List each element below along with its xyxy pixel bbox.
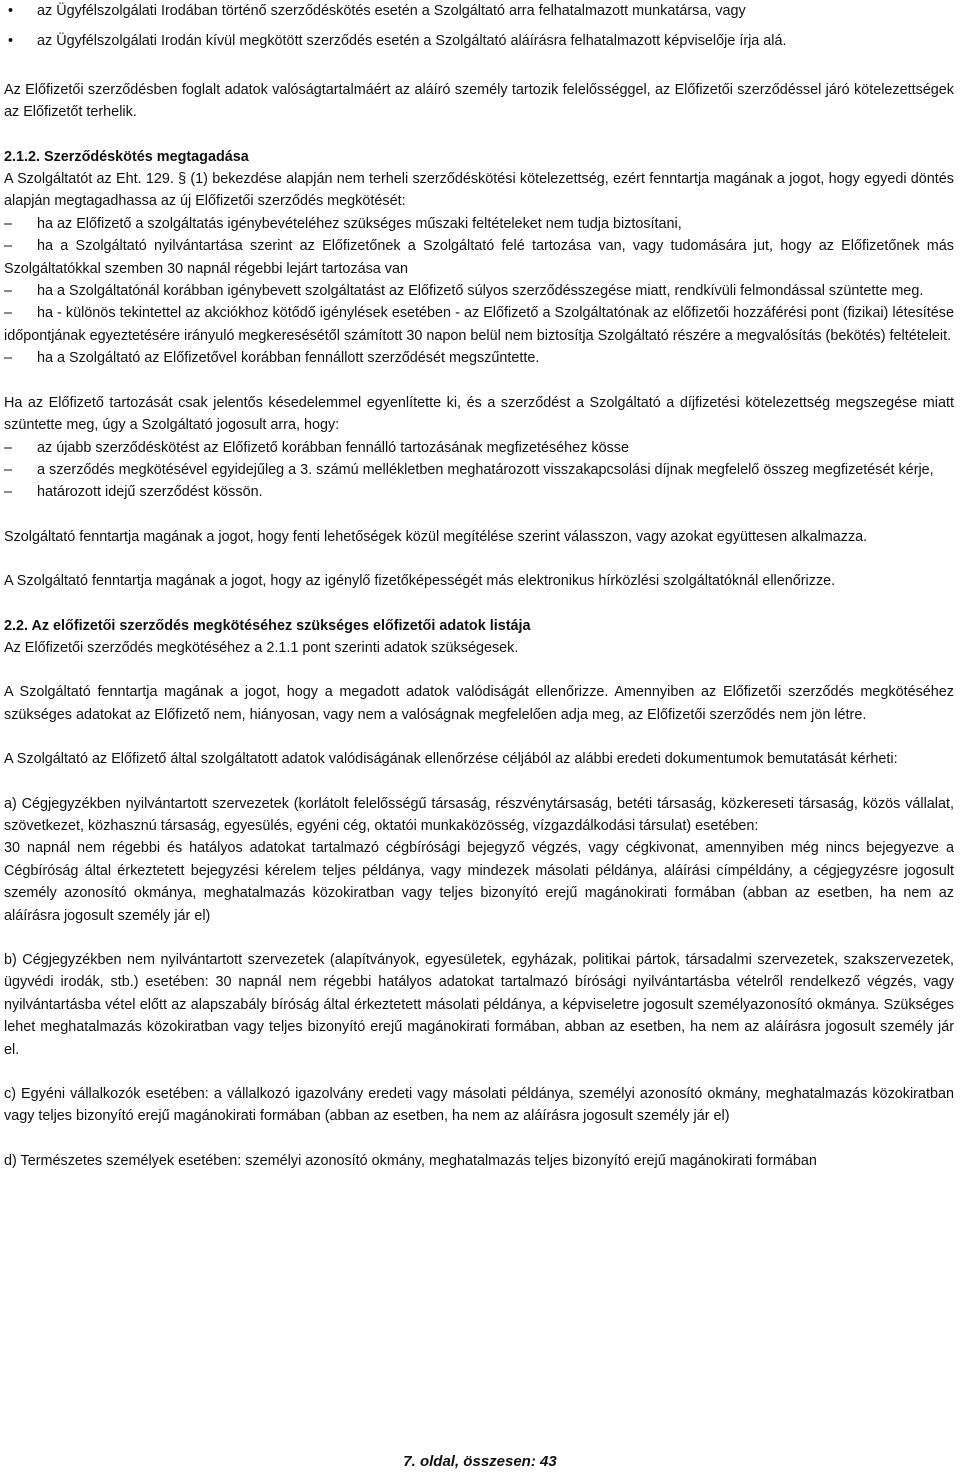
required-data-paragraph: Az Előfizetői szerződés megkötéséhez a 2.1.1 pont szerinti adatok szükségesek. [4,639,519,656]
late-payment-list [4,437,954,504]
dash-icon: – [4,350,13,367]
refusal-conditions-list [4,213,954,370]
page-footer: 7. oldal, összesen: 43 [403,1453,557,1470]
dash-icon: – [4,238,13,255]
document-body [4,0,954,1172]
refusal-intro-paragraph: A Szolgáltatót az Eht. 129. § (1) bekezdése alapján nem terheli szerződéskötési kötelezettség, ezért fenntartja magának a jogot, hogy egyedi döntés alapján megtagadhassa az új Előfizetői szerződés megkötését: [4,171,954,210]
document-item-d: d) Természetes személyek esetében: személyi azonosító okmány, meghatalmazás teljes bizonyító erejű magánokirati formában [4,1152,817,1169]
bullet-icon: • [8,3,14,19]
verification-paragraph: A Szolgáltató fenntartja magának a jogot, hogy a megadott adatok valódiságát ellenőrizze. Amennyiben az Előfizetői szerződés megkötéséhez szükséges adatokat az Előfizető nem, hiányosan, vagy nem a valóságnak megfelelően adja meg, az Előfizetői szerződés nem jön létre. [4,684,954,723]
dash-icon: – [4,215,13,232]
choice-paragraph: Szolgáltató fenntartja magának a jogot, hogy fenti lehetőségek közül megítélése szerint válasszon, vagy azokat együttesen alkalmazza. [4,528,868,545]
list-item: – ha a Szolgáltató nyilvántartása szerint az Előfizetőnek a Szolgáltató felé tartozása van, vagy tudomására jut, hogy az Előfizetőnek más Szolgáltatókkal szemben 30 napnál régebbi lejárt tartozása van [4,235,954,280]
dash-icon: – [4,484,13,501]
list-item: • az Ügyfélszolgálati Irodában történő szerződéskötés esetén a Szolgáltató arra felhatalmazott munkatársa, vagy [4,0,954,22]
list-item: – határozott idejű szerződést kössön. [4,481,954,503]
list-item: – az újabb szerződéskötést az Előfizető korábban fennálló tartozásának megfizetéséhez kösse [4,437,954,459]
dash-icon: – [4,439,13,456]
list-item: – ha - különös tekintettel az akciókhoz kötődő igénylések esetében - az Előfizető a Szolgáltatónak az előfizetői hozzáférési pont (fizikai) létesítése időpontjának egyeztetésére irányuló megkeresésétől számított 30 napon belül nem biztosítja Szolgáltató részére a megvalósítás (bekötés) feltételeit. [4,302,954,347]
document-item-a: a) Cégjegyzékben nyilvántartott szervezetek (korlátolt felelősségű társaság, részvénytársaság, betéti társaság, közkereseti társaság, közös vállalat, szövetkezet, közhasznú társaság, egyesülés, egyéni cég, oktatói munkaközösség, vízgazdálkodási társulat) esetében: [4,795,954,834]
list-item: – ha a Szolgáltató az Előfizetővel korábban fennállott szerződését megszűntette. [4,347,954,369]
document-item-b: b) Cégjegyzékben nem nyilvántartott szervezetek (alapítványok, egyesületek, egyházak, politikai pártok, társadalmi szervezetek, szakszervezetek, ügyvédi irodák, stb.) esetében: 30 napnál nem régebbi hatályos adatokat tartalmazó bírósági nyilvántartásba vételről rendelkező végzés, vagy nyilvántartásba vétel előtt az alapszabály bíróság által érkeztetett másolati példánya, a képviseletre jogosult személyazonosító okmánya. Szükséges lehet meghatalmazás közokiratban vagy teljes bizonyító erejű magánokirati formában, abban az esetben, ha nem az aláírásra jogosult személy jár el. [4,952,954,1058]
document-item-c: c) Egyéni vállalkozók esetében: a vállalkozó igazolvány eredeti vagy másolati példánya, személyi azonosító okmány, meghatalmazás közokiratban vagy teljes bizonyító erejű magánokirati formában (abban az esetben, ha nem az aláírásra jogosult személy jár el) [4,1086,954,1125]
documents-paragraph: A Szolgáltató az Előfizető által szolgáltatott adatok valódiságának ellenőrzése céljából az alábbi eredeti dokumentumok bemutatását kérheti: [4,751,898,768]
section-heading-2-2: 2.2. Az előfizetői szerződés megkötéséhez szükséges előfizetői adatok listája [4,617,531,634]
responsibility-paragraph: Az Előfizetői szerződésben foglalt adatok valóságtartalmáért az aláíró személy tartozik felelősséggel, az Előfizetői szerződéssel járó kötelezettségek az Előfizetőt terhelik. [4,81,954,121]
late-payment-paragraph: Ha az Előfizető tartozását csak jelentős késedelemmel egyenlítette ki, és a szerződést a Szolgáltató a díjfizetési kötelezettség megszegése miatt szüntette meg, úgy a Szolgáltató jogosult arra, hogy: [4,394,954,434]
list-item: – ha a Szolgáltatónál korábban igénybevett szolgáltatást az Előfizető súlyos szerződésszegése miatt, rendkívüli felmondással szüntette meg. [4,280,954,302]
list-item: – a szerződés megkötésével egyidejűleg a 3. számú mellékletben meghatározott visszakapcsolási díjnak megfelelő összeg megfizetését kérje, [4,459,954,481]
section-heading-2-1-2: 2.1.2. Szerződéskötés megtagadása [4,148,249,165]
bullet-icon: • [8,33,14,50]
signatory-list [4,0,954,53]
dash-icon: – [4,283,13,300]
list-item: • az Ügyfélszolgálati Irodán kívül megkötött szerződés esetén a Szolgáltató aláírásra felhatalmazott képviselője írja alá. [4,30,954,52]
dash-icon: – [4,305,13,322]
creditworthiness-paragraph: A Szolgáltató fenntartja magának a jogot, hogy az igénylő fizetőképességét más elektronikus hírközlési szolgáltatóknál ellenőrizze. [4,573,836,590]
document-item-a-details: 30 napnál nem régebbi és hatályos adatokat tartalmazó cégbírósági bejegyző végzés, vagy cégkivonat, amennyiben még nincs bejegyezve a Cégbíróság által érkeztetett bejegyzési kérelem teljes példánya, vagy mindezek másolati példánya, aláírási címpéldány, a cégjegyzésre jogosult személy azonosító okmánya, meghatalmazás közokiratban vagy teljes bizonyító erejű magánokirati formában (abban az esetben, ha nem az aláírásra jogosult személy jár el) [4,840,954,924]
list-item: – ha az Előfizető a szolgáltatás igénybevételéhez szükséges műszaki feltételeket nem tudja biztosítani, [4,213,954,235]
dash-icon: – [4,461,13,478]
